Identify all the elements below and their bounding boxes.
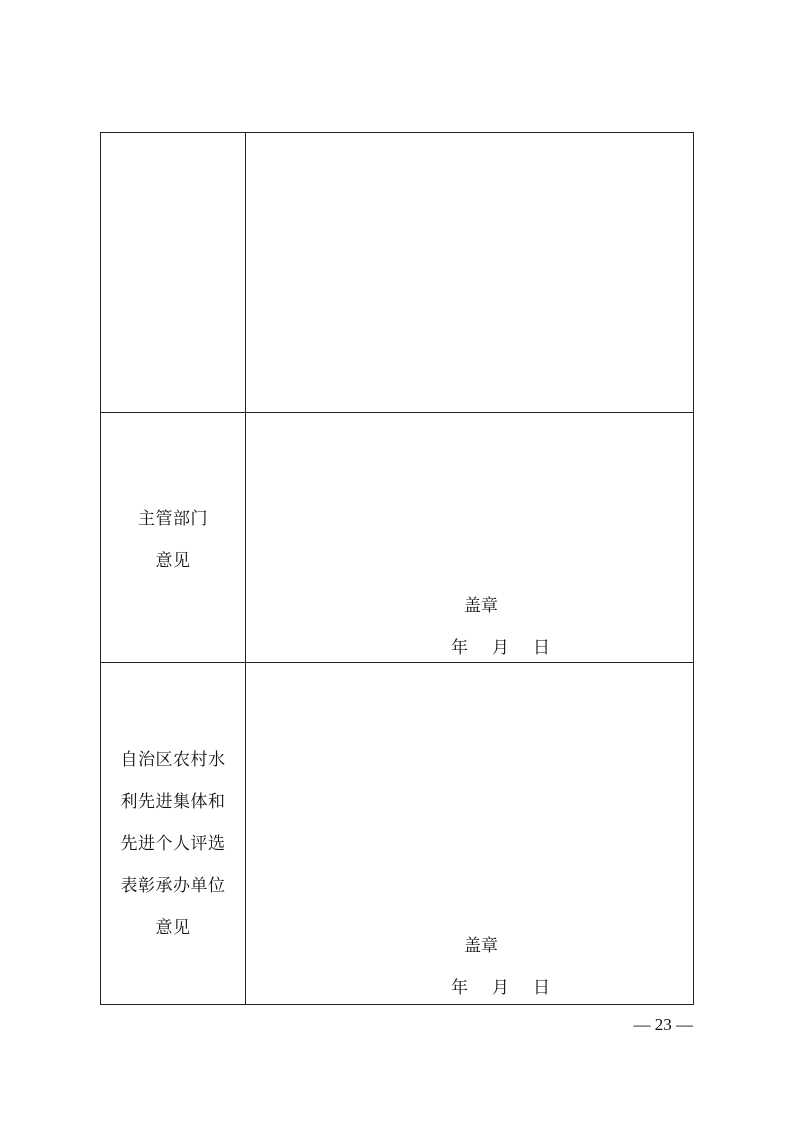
opinion-form-table — [100, 132, 694, 1005]
department-stamp-label: 盖章 — [464, 596, 498, 616]
table-row-1 — [101, 133, 693, 413]
table-row-organizer-opinion — [101, 663, 693, 1004]
department-date-month: 月 — [492, 638, 509, 658]
department-opinion-label-line-1: 主管部门 — [138, 508, 208, 529]
row-1-content-cell — [246, 133, 693, 412]
organizer-date-day: 日 — [533, 978, 550, 998]
department-date-day: 日 — [533, 638, 550, 658]
organizer-opinion-label-line-2: 利先进集体和 — [120, 791, 226, 812]
department-date-year: 年 — [451, 638, 468, 658]
page-number: — 23 — — [633, 1015, 693, 1034]
table-row-department-opinion — [101, 413, 693, 663]
organizer-date-month: 月 — [492, 978, 509, 998]
organizer-opinion-label-line-4: 表彰承办单位 — [120, 875, 226, 896]
department-opinion-content-cell — [246, 413, 693, 662]
organizer-date-year: 年 — [451, 978, 468, 998]
department-date-line — [451, 633, 550, 658]
organizer-date-line — [451, 973, 550, 998]
organizer-opinion-label-line-5: 意见 — [155, 917, 191, 938]
department-opinion-label-cell — [101, 413, 246, 662]
department-opinion-label-line-2: 意见 — [155, 550, 191, 571]
organizer-stamp-label: 盖章 — [464, 936, 498, 956]
organizer-opinion-label-line-3: 先进个人评选 — [120, 833, 226, 854]
organizer-opinion-label-cell — [101, 663, 246, 1004]
row-1-label-cell — [101, 133, 246, 412]
organizer-opinion-content-cell — [246, 663, 693, 1004]
organizer-opinion-label-line-1: 自治区农村水 — [120, 749, 226, 770]
